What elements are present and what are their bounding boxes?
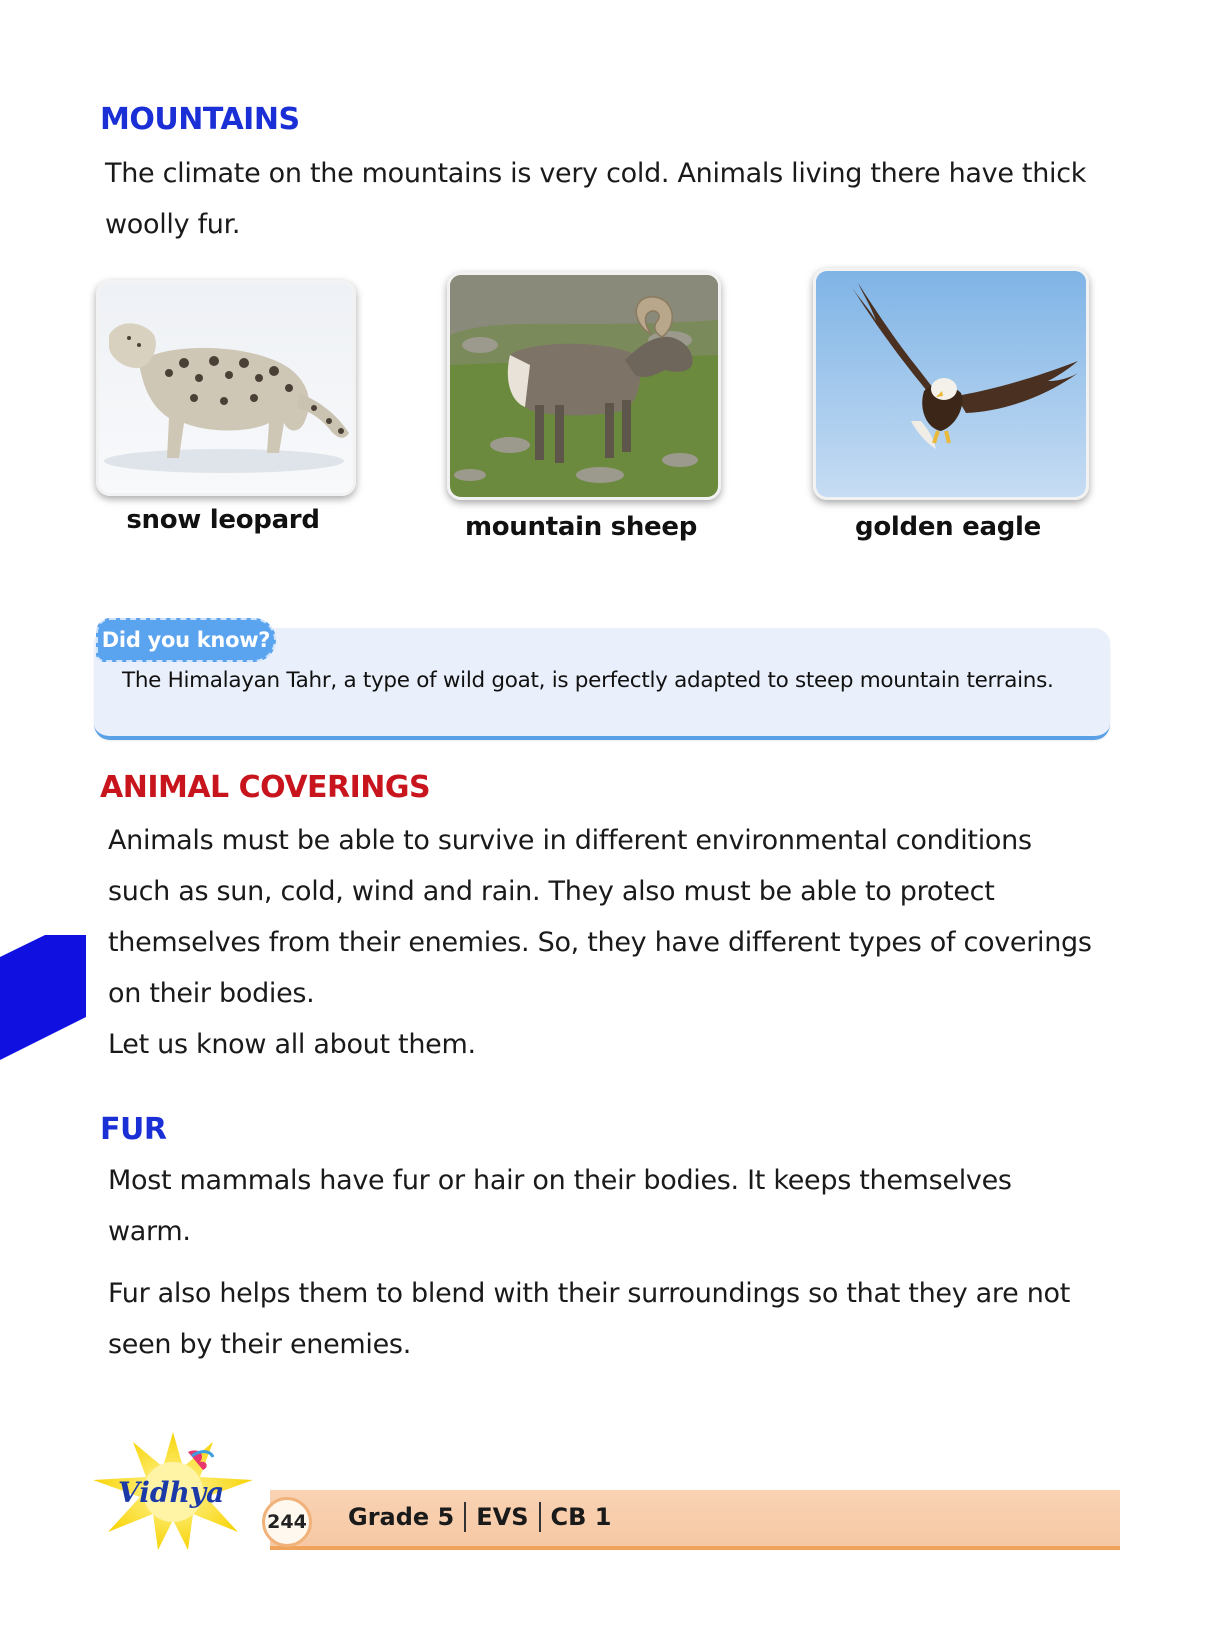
- vidhya-logo: [88, 1432, 258, 1552]
- footer-book-info: [348, 1500, 611, 1534]
- fur-p1-line-2: warm.: [108, 1216, 191, 1247]
- mountains-line-2: woolly fur.: [105, 209, 241, 240]
- snow-leopard-caption: snow leopard: [126, 505, 320, 535]
- fur-paragraph-1: [108, 1155, 1012, 1257]
- snow-leopard-photo: [96, 280, 356, 496]
- mountain-sheep-photo: [447, 272, 721, 500]
- animal-coverings-line-2: such as sun, cold, wind and rain. They also must be able to protect: [108, 876, 995, 907]
- animal-coverings-line-5: Let us know all about them.: [108, 1029, 476, 1060]
- fur-p1-line-1: Most mammals have fur or hair on their bodies. It keeps themselves: [108, 1165, 1012, 1196]
- footer-grade: Grade 5: [348, 1503, 455, 1531]
- animal-coverings-paragraph: [108, 815, 1092, 1070]
- fur-p2-line-1: Fur also helps them to blend with their surroundings so that they are not: [108, 1278, 1071, 1309]
- logo-text: Vidhya: [118, 1476, 225, 1509]
- footer-separator: [539, 1502, 541, 1532]
- side-tab-decoration: [0, 935, 90, 1060]
- animal-coverings-line-1: Animals must be able to survive in different environmental conditions: [108, 825, 1032, 856]
- animal-coverings-line-4: on their bodies.: [108, 978, 315, 1009]
- fur-p2-line-2: seen by their enemies.: [108, 1329, 411, 1360]
- golden-eagle-photo: [813, 268, 1089, 500]
- mountains-heading: MOUNTAINS: [100, 102, 300, 137]
- mountains-line-1: The climate on the mountains is very cold. Animals living there have thick: [105, 158, 1087, 189]
- mountains-paragraph: [105, 148, 1086, 250]
- golden-eagle-caption: golden eagle: [855, 512, 1041, 542]
- animal-coverings-line-3: themselves from their enemies. So, they have different types of coverings: [108, 927, 1092, 958]
- did-you-know-label: Did you know?: [96, 618, 276, 662]
- animal-coverings-heading: ANIMAL COVERINGS: [100, 770, 431, 805]
- mountain-sheep-caption: mountain sheep: [464, 512, 698, 542]
- footer-separator: [464, 1502, 466, 1532]
- footer-subject: EVS: [476, 1503, 529, 1531]
- fur-paragraph-2: [108, 1268, 1070, 1370]
- fur-heading: FUR: [100, 1112, 167, 1147]
- page-number: 244: [262, 1497, 312, 1547]
- footer-book: CB 1: [550, 1503, 612, 1531]
- did-you-know-text: The Himalayan Tahr, a type of wild goat, is perfectly adapted to steep mountain terrains.: [122, 668, 1054, 693]
